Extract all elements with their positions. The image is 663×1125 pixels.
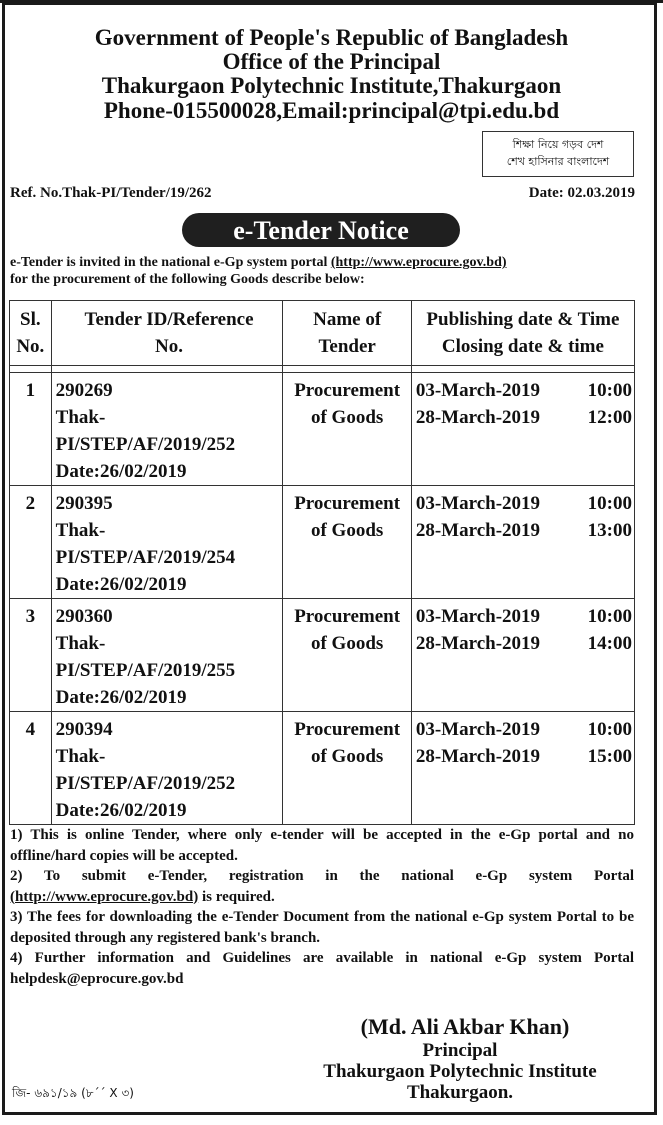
signatory-name: (Md. Ali Akbar Khan) (360, 1014, 570, 1039)
notice-date: Date: 02.03.2019 (528, 185, 635, 201)
header-dates: Publishing date & Time Closing date & time (411, 301, 634, 366)
row-tender-id: 290394 Thak- PI/STEP/AF/2019/252 Date:26/02/2019 (51, 712, 283, 825)
table-row (10, 486, 635, 599)
row-sl: 4 (10, 712, 52, 825)
header-sl: Sl. No. (10, 301, 52, 366)
note-1: 1) This is online Tender, where only e-tender will be accepted in the e-Gp portal and no offline/hard copies will be accepted. (10, 827, 634, 864)
row-tender-id: 290395 Thak- PI/STEP/AF/2019/254 Date:26/02/2019 (51, 486, 283, 599)
notice-title: e-Tender Notice (182, 213, 460, 247)
intro-text-2: for the procurement of the following Goods describe below: (10, 272, 365, 287)
row-dates: 03-March-2019 10:00 28-March-2019 13:00 (411, 486, 634, 599)
contact-line: Phone-015500028,Email:principal@tpi.edu.bd (103, 98, 560, 123)
header-gap-row (10, 366, 635, 373)
print-code: জি- ৬৯১/১৯ (৮´´ X ৩) (12, 1086, 134, 1100)
institute-title: Thakurgaon Polytechnic Institute,Thakurgaon (101, 73, 562, 98)
reference-number: Ref. No.Thak-PI/Tender/19/262 (10, 185, 212, 201)
slogan-line-1: শিক্ষা নিয়ে গড়ব দেশ (512, 138, 604, 151)
note-3: 3) The fees for downloading the e-Tender Document from the national e-Gp system Portal to be deposited through any registered bank's branch. (10, 909, 634, 946)
row-dates: 03-March-2019 10:00 28-March-2019 14:00 (411, 599, 634, 712)
table-row (10, 373, 635, 486)
header-name: Name of Tender (283, 301, 411, 366)
govt-title: Government of People's Republic of Bangladesh (94, 25, 569, 50)
note-4: 4) Further information and Guidelines are available in national e-Gp system Portal helpdesk@eprocure.gov.bd (10, 950, 634, 987)
eprocure-link-2[interactable]: (http://www.eprocure.gov.bd) (10, 888, 199, 905)
row-sl: 3 (10, 599, 52, 712)
intro-paragraph (10, 254, 634, 288)
tender-table (9, 300, 635, 825)
signatory-institute: Thakurgaon Polytechnic Institute (323, 1061, 597, 1082)
signatory-title: Principal (422, 1040, 498, 1061)
intro-text-1: e-Tender is invited in the national e-Gp system portal (10, 255, 331, 270)
signatory-place: Thakurgaon. (406, 1082, 514, 1103)
row-sl: 2 (10, 486, 52, 599)
row-name: Procurement of Goods (283, 712, 411, 825)
row-dates: 03-March-2019 10:00 28-March-2019 15:00 (411, 712, 634, 825)
header-tender-id: Tender ID/Reference No. (51, 301, 283, 366)
slogan-box (482, 131, 634, 177)
row-sl: 1 (10, 373, 52, 486)
table-row (10, 712, 635, 825)
row-tender-id: 290360 Thak- PI/STEP/AF/2019/255 Date:26/02/2019 (51, 599, 283, 712)
slogan-line-2: শেখ হাসিনার বাংলাদেশ (506, 155, 610, 168)
row-dates: 03-March-2019 10:00 28-March-2019 12:00 (411, 373, 634, 486)
table-row (10, 599, 635, 712)
office-title: Office of the Principal (222, 49, 441, 74)
notes-section (10, 825, 634, 989)
eprocure-link[interactable]: (http://www.eprocure.gov.bd) (330, 255, 507, 270)
row-name: Procurement of Goods (283, 373, 411, 486)
row-name: Procurement of Goods (283, 486, 411, 599)
note-2: 2) To submit e-Tender, registration in the national e-Gp system Portal (http://www.eprocure.gov.bd) is required. (10, 868, 634, 905)
row-tender-id: 290269 Thak- PI/STEP/AF/2019/252 Date:26/02/2019 (51, 373, 283, 486)
signature-block (290, 1014, 630, 1103)
row-name: Procurement of Goods (283, 599, 411, 712)
table-header-row (10, 301, 635, 366)
letterhead (0, 26, 663, 124)
